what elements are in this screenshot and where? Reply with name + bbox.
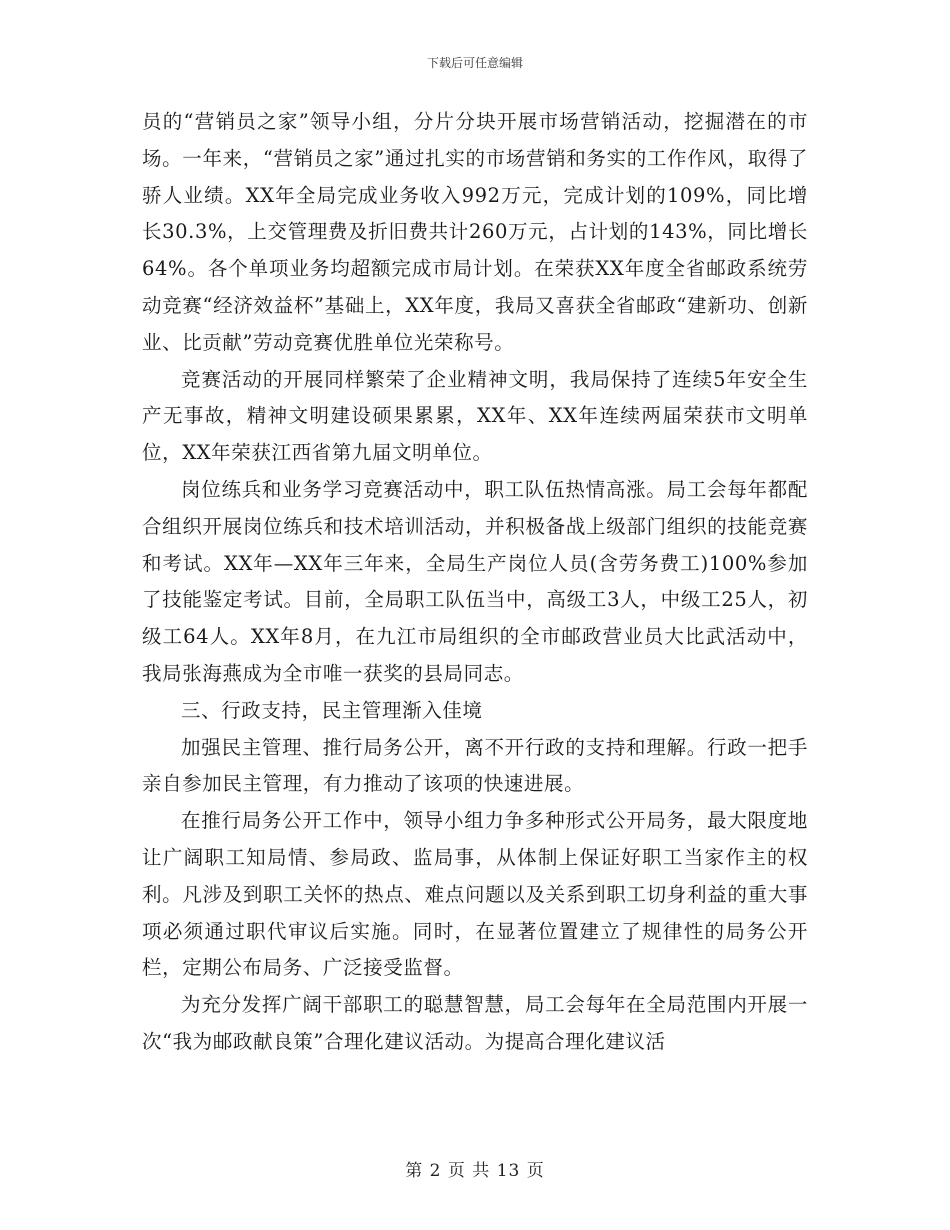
page-number-footer: 第 2 页 共 13 页: [405, 1161, 545, 1181]
paragraph-civilization: 竞赛活动的开展同样繁荣了企业精神文明，我局保持了连续5年安全生产无事故，精神文明建设硕果累累，XX年、XX年连续两届荣获市文明单位，XX年荣获江西省第九届文明单位。: [142, 367, 808, 465]
paragraph-democratic-management: 加强民主管理、推行局务公开，离不开行政的支持和理解。行政一把手亲自参加民主管理，有力推动了该项的快速进展。: [142, 735, 808, 796]
paragraph-suggestions: 为充分发挥广阔干部职工的聪慧智慧，局工会每年在全局范围内开展一次“我为邮政献良策”合理化建议活动。为提高合理化建议活: [142, 993, 808, 1053]
paragraph-continuation: 员的“营销员之家”领导小组，分片分块开展市场营销活动，挖掘潜在的市场。一年来，“营销员之家”通过扎实的市场营销和务实的工作作风，取得了骄人业绩。XX年全局完成业务收入992万元，完成计划的109%，同比增长30.3%，上交管理费及折旧费共计260万元，占计划的143%，同比增长64%。各个单项业务均超额完成市局计划。在荣获XX年度全省邮政系统劳动竞赛“经济效益杯”基础上，XX年度，我局又喜获全省邮政“建新功、创新业、比贡献”劳动竞赛优胜单位光荣称号。: [142, 110, 808, 354]
paragraph-affairs-disclosure: 在推行局务公开工作中，领导小组力争多种形式公开局务，最大限度地让广阔职工知局情、参局政、监局事，从体制上保证好职工当家作主的权利。凡涉及到职工关怀的热点、难点问题以及关系到职工切身利益的重大事项必须通过职代审议后实施。同时，在显著位置建立了规律性的局务公开栏，定期公布局务、广泛接受监督。: [142, 809, 808, 980]
document-body: [142, 104, 808, 1061]
paragraph-skills-training: 岗位练兵和业务学习竞赛活动中，职工队伍热情高涨。局工会每年都配合组织开展岗位练兵和技术培训活动，并积极备战上级部门组织的技能竞赛和考试。XX年—XX年三年来，全局生产岗位人员(含劳务费工)100%参加了技能鉴定考试。目前，全局职工队伍当中，高级工3人，中级工25人，初级工64人。XX年8月，在九江市局组织的全市邮政营业员大比武活动中，我局张海燕成为全市唯一获奖的县局同志。: [142, 477, 808, 685]
section-heading-administrative-support: 三、行政支持，民主管理渐入佳境: [181, 698, 483, 722]
page-header-note: 下载后可任意编辑: [426, 56, 523, 70]
